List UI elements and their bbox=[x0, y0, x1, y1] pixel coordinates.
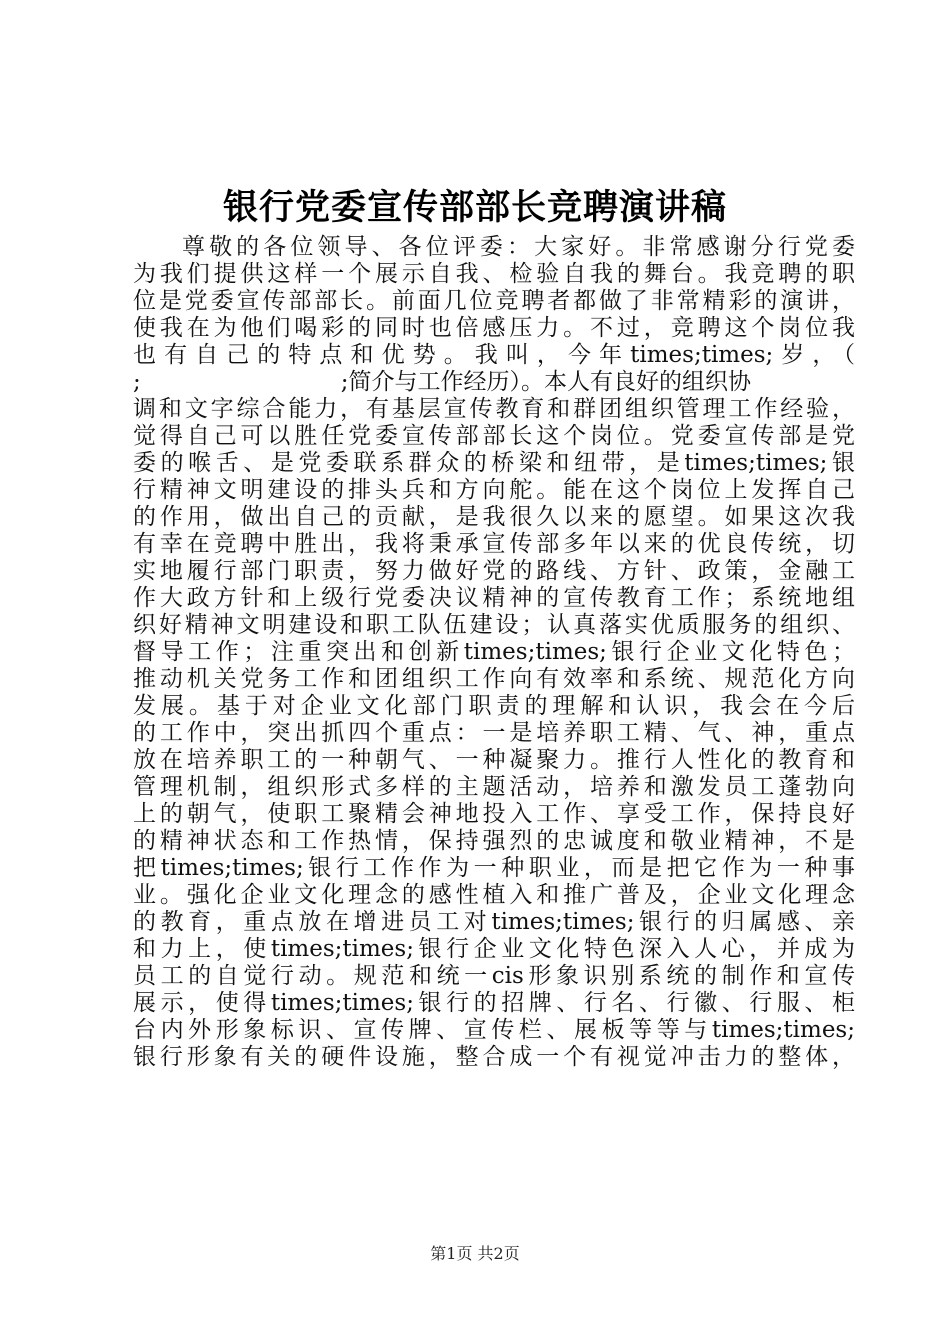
text-line: 作大政方针和上级行党委决议精神的宣传教育工作；系统地组 bbox=[133, 585, 855, 611]
text-line: 也有自己的特点和优势。我叫，今年times;times;岁，（ bbox=[133, 342, 855, 368]
body-text bbox=[133, 234, 855, 1071]
text-line: 上的朝气，使职工聚精会神地投入工作、享受工作，保持良好 bbox=[133, 801, 855, 827]
text-line: 使我在为他们喝彩的同时也倍感压力。不过，竞聘这个岗位我 bbox=[133, 315, 855, 341]
text-line: 行精神文明建设的排头兵和方向舵。能在这个岗位上发挥自己 bbox=[133, 477, 855, 503]
text-line: 觉得自己可以胜任党委宣传部部长这个岗位。党委宣传部是党 bbox=[133, 423, 855, 449]
text-line: 实地履行部门职责，努力做好党的路线、方针、政策，金融工 bbox=[133, 558, 855, 584]
text-line: 的精神状态和工作热情，保持强烈的忠诚度和敬业精神，不是 bbox=[133, 828, 855, 854]
text-line: 位是党委宣传部部长。前面几位竞聘者都做了非常精彩的演讲， bbox=[133, 288, 855, 314]
text-line: 台内外形象标识、宣传牌、宣传栏、展板等等与times;times; bbox=[133, 1017, 855, 1043]
text-line-split bbox=[133, 369, 855, 396]
text-fragment: ;简介与工作经历）。本人有良好的组织协 bbox=[340, 369, 751, 395]
text-line: 银行形象有关的硬件设施，整合成一个有视觉冲击力的整体， bbox=[133, 1044, 855, 1070]
text-line: 的教育，重点放在增进员工对times;times;银行的归属感、亲 bbox=[133, 909, 855, 935]
page-title: 银行党委宣传部部长竞聘演讲稿 bbox=[222, 187, 727, 228]
text-line: 把times;times;银行工作作为一种职业，而是把它作为一种事 bbox=[133, 855, 855, 881]
text-line: 督导工作；注重突出和创新times;times;银行企业文化特色； bbox=[133, 639, 855, 665]
text-line: 织好精神文明建设和职工队伍建设；认真落实优质服务的组织、 bbox=[133, 612, 855, 638]
text-line: 管理机制，组织形式多样的主题活动，培养和激发员工蓬勃向 bbox=[133, 774, 855, 800]
text-line: 的作用，做出自己的贡献，是我很久以来的愿望。如果这次我 bbox=[133, 504, 855, 530]
text-line: 推动机关党务工作和团组织工作向有效率和系统、规范化方向 bbox=[133, 666, 855, 692]
text-line: 展示，使得times;times;银行的招牌、行名、行徽、行服、柜 bbox=[133, 990, 855, 1016]
text-line: 为我们提供这样一个展示自我、检验自我的舞台。我竞聘的职 bbox=[133, 261, 855, 287]
text-line: 员工的自觉行动。规范和统一cis形象识别系统的制作和宣传 bbox=[133, 963, 855, 989]
page-footer: 第1页 共2页 bbox=[430, 1244, 520, 1263]
text-line: 放在培养职工的一种朝气、一种凝聚力。推行人性化的教育和 bbox=[133, 747, 855, 773]
text-line: 业。强化企业文化理念的感性植入和推广普及，企业文化理念 bbox=[133, 882, 855, 908]
text-fragment: ; bbox=[133, 369, 141, 395]
text-line: 有幸在竞聘中胜出，我将秉承宣传部多年以来的优良传统，切 bbox=[133, 531, 855, 557]
text-line: 委的喉舌、是党委联系群众的桥梁和纽带，是times;times;银 bbox=[133, 450, 855, 476]
text-line: 和力上，使times;times;银行企业文化特色深入人心，并成为 bbox=[133, 936, 855, 962]
text-line: 调和文字综合能力，有基层宣传教育和群团组织管理工作经验， bbox=[133, 396, 855, 422]
text-line: 尊敬的各位领导、各位评委：大家好。非常感谢分行党委 bbox=[182, 234, 855, 260]
text-line: 的工作中，突出抓四个重点：一是培养职工精、气、神，重点 bbox=[133, 720, 855, 746]
text-line: 发展。基于对企业文化部门职责的理解和认识，我会在今后 bbox=[133, 693, 855, 719]
